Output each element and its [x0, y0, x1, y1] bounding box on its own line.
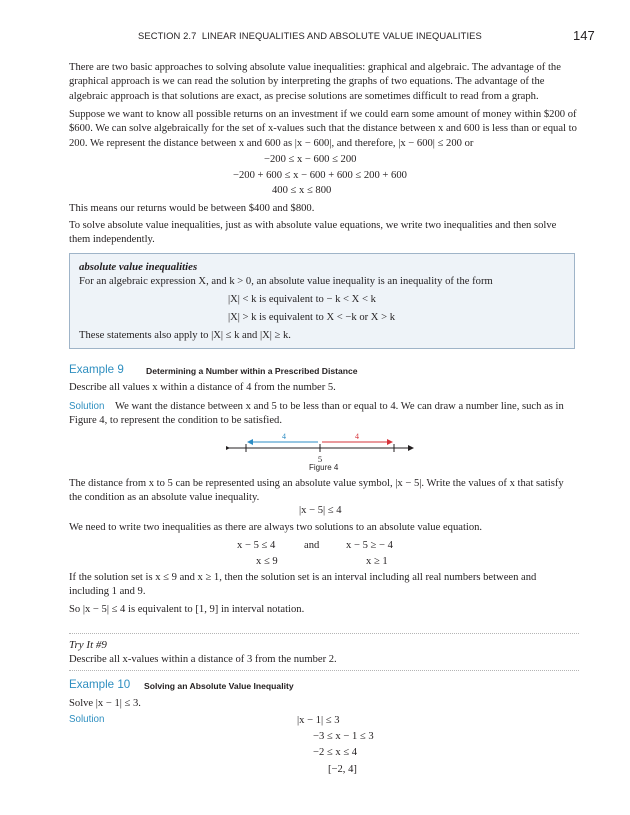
center-tick-label: 5: [317, 454, 323, 464]
example-9-distance-paragraph: The distance from x to 5 can be represented using an absolute value symbol, |x − 5|. Write the values of x that satisfy the condition as an absolute value inequality.: [69, 478, 564, 504]
try-it-label: Try It #9: [69, 639, 107, 651]
example-9-label: Example 9: [69, 363, 124, 376]
example-9-two-inequalities-paragraph: We need to write two inequalities as there are always two solutions to an absolute value equation.: [69, 522, 483, 533]
example-9-title: Determining a Number within a Prescribed Distance: [146, 366, 358, 376]
inequality-right-1: x − 5 ≥ − 4: [346, 540, 393, 551]
example-10-prompt: Solve |x − 1| ≤ 3.: [69, 698, 141, 709]
definition-rule-1: |X| < k is equivalent to − k < X < k: [228, 294, 376, 305]
example-9-interval-paragraph: So |x − 5| ≤ 4 is equivalent to [1, 9] in interval notation.: [69, 604, 305, 615]
example-10-step-1: |x − 1| ≤ 3: [297, 715, 340, 726]
example-10-step-3: −2 ≤ x ≤ 4: [313, 747, 358, 758]
definition-lead: For an algebraic expression X, and k > 0, an absolute value inequality is an inequality of the form: [79, 276, 493, 287]
definition-box: [69, 253, 575, 349]
and-word: and: [304, 540, 320, 551]
example-9-prompt: Describe all values x within a distance of 4 from the number 5.: [69, 382, 336, 393]
figure-caption: Figure 4: [309, 463, 339, 472]
intro-paragraph-2: Suppose we want to know all possible returns on an investment if we could earn some amount of money within $200 of $600. We can solve algebraically for the set of x-values such that the distance between x and 600 is less than or equal to 200. We represent the distance between x and 600 as |x − 600|, and therefore, |x − 600| ≤ 200 or: [69, 109, 577, 149]
page-number: 147: [573, 28, 595, 43]
running-header: [138, 30, 598, 41]
definition-title: absolute value inequalities: [79, 261, 198, 273]
example-9-solution-label: Solution: [69, 401, 105, 412]
inequality-left-1: x − 5 ≤ 4: [237, 540, 276, 551]
equation-line-3: 400 ≤ x ≤ 800: [272, 185, 332, 196]
equation-line-1: −200 ≤ x − 600 ≤ 200: [264, 154, 357, 165]
try-it-text: Describe all x-values within a distance of 3 from the number 2.: [69, 654, 337, 665]
intro-paragraph-1: There are two basic approaches to solving absolute value inequalities: graphical and algebraic. The advantage of the graphical approach is we can read the solution by interpreting the graphs of two equations. The advantage of the algebraic approach is that solutions are exact, as precise solutions are sometimes difficult to read from a graph.: [69, 62, 561, 102]
example-10-step-4: [−2, 4]: [328, 764, 357, 775]
section-title: LINEAR INEQUALITIES AND ABSOLUTE VALUE INEQUALITIES: [201, 30, 482, 41]
absolute-value-inequality: |x − 5| ≤ 4: [299, 505, 342, 516]
left-distance-label: 4: [282, 432, 286, 441]
try-it-bottom-rule: [69, 670, 579, 671]
example-9-solution-text: We want the distance between x and 5 to be less than or equal to 4. We can draw a number line, such as in Figure 4, to represent the condition to be satisfied.: [69, 401, 564, 427]
example-10-step-2: −3 ≤ x − 1 ≤ 3: [313, 731, 374, 742]
intro-paragraph-3: This means our returns would be between $400 and $800.: [69, 203, 315, 214]
example-9-solution-set-paragraph: If the solution set is x ≤ 9 and x ≥ 1, then the solution set is an interval including all real numbers between and including 1 and 9.: [69, 572, 537, 598]
try-it-top-rule: [69, 633, 579, 634]
example-10-solution-label: Solution: [69, 714, 105, 725]
inequality-left-2: x ≤ 9: [256, 556, 278, 567]
intro-paragraph-4: To solve absolute value inequalities, just as with absolute value equations, we write two inequalities and then solve them independently.: [69, 220, 557, 246]
section-label: SECTION 2.7: [138, 30, 197, 41]
equation-line-2: −200 + 600 ≤ x − 600 + 600 ≤ 200 + 600: [233, 170, 407, 181]
inequality-right-2: x ≥ 1: [366, 556, 388, 567]
right-distance-label: 4: [355, 432, 359, 441]
definition-rule-2: |X| > k is equivalent to X < −k or X > k: [228, 312, 396, 323]
example-10-label: Example 10: [69, 678, 131, 691]
definition-note: These statements also apply to |X| ≤ k and |X| ≥ k.: [79, 330, 291, 341]
example-10-title: Solving an Absolute Value Inequality: [144, 681, 294, 691]
